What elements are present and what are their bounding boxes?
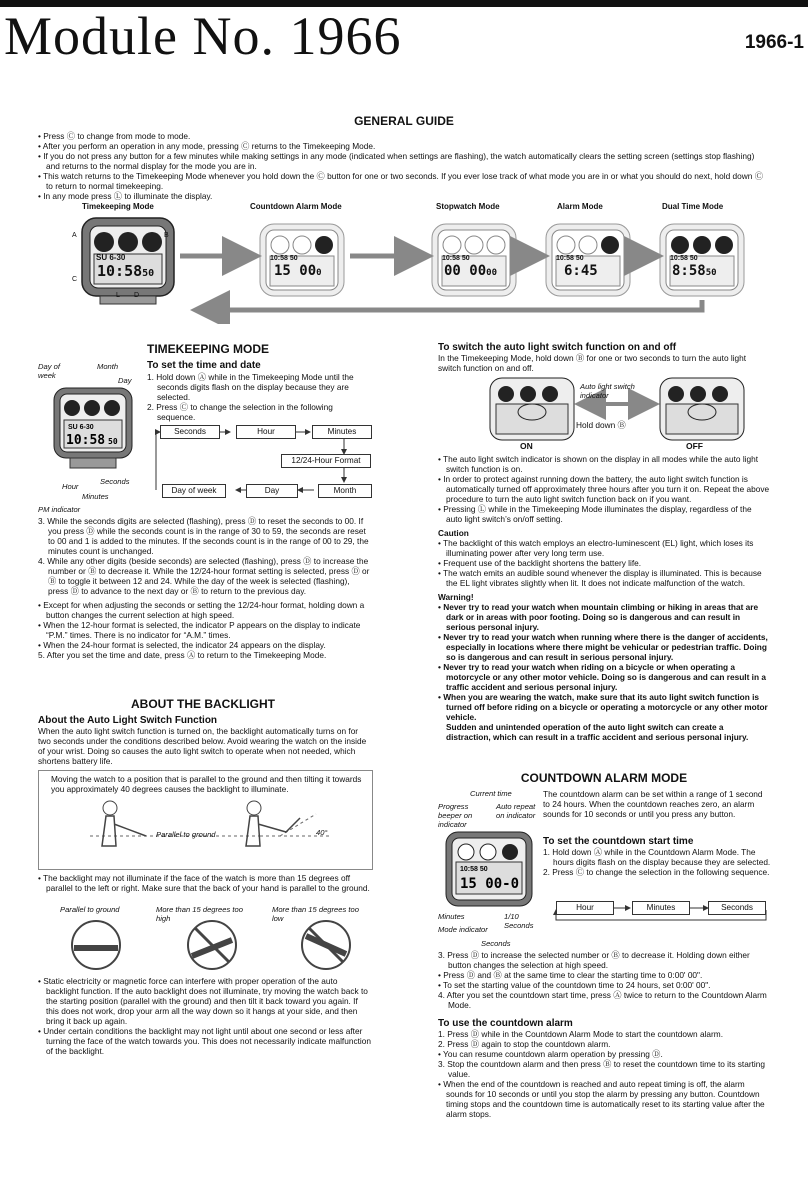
list-item: 5. After you set the time and date, press Ⓐ to return to the Timekeeping Mode. <box>38 650 327 660</box>
list-item: • Under certain conditions the backlight may not light until about one second or less after turning the face of the watch towards you. This does not necessarily indicate malfunction of the backlight. <box>38 1026 371 1056</box>
flow-minutes: Minutes <box>312 425 372 439</box>
label-mode-indicator: Mode indicator <box>438 925 488 934</box>
flow-month: Month <box>318 484 372 498</box>
dt-display-main: 8:5850 <box>672 263 717 279</box>
caption-too-low: More than 15 degrees too low <box>272 905 359 923</box>
list-item: 4. While any other digits (beside seconds) are selected (flashing), press Ⓓ to increase the number or Ⓑ to decrease it. While the 12/24-hour format setting is selected, press Ⓓ or Ⓑ to toggle it between 12 and 24. While the day of the week is selected (flashing), press Ⓓ to advance to the next day or Ⓑ to return to the previous day. <box>38 556 370 596</box>
timekeeping-heading: TIMEKEEPING MODE <box>147 342 270 356</box>
cd-display-top: 10:58 50 <box>270 255 298 262</box>
label-current-time: Current time <box>470 789 512 798</box>
list-item: 3. While the seconds digits are selected (flashing), press Ⓓ to reset the seconds to 00. If you press Ⓓ while the seconds count is in the range of 30 to 59, the seconds are reset to 00 and 1 is added to the minutes. If the seconds count is in the range of 00 to 29, the minutes count is unchanged. <box>38 516 369 556</box>
use-countdown-subheading: To use the countdown alarm <box>438 1018 573 1029</box>
list-item: • Pressing Ⓛ while in the Timekeeping Mode illuminates the display, regardless of the auto light switch’s on/off setting. <box>438 504 752 524</box>
use-countdown-steps <box>438 1029 770 1119</box>
auto-light-indicator-label: Auto light switch indicator <box>580 382 635 400</box>
backlight-box-text: Moving the watch to a position that is parallel to the ground and then tilting it towards you approximately 40 degrees causes the backlight to illuminate. <box>51 774 362 794</box>
auto-light-intro: In the Timekeeping Mode, hold down Ⓑ for one or two seconds to turn the auto light switch function on and off. <box>438 353 747 373</box>
label-tenth-seconds: 1/10 Seconds <box>504 912 534 930</box>
list-item: • When you are wearing the watch, make sure that its auto light switch function is turned off before riding on a bicycle or operating a motorcycle or any other motor vehicle. <box>438 692 768 722</box>
countdown-watch-diagram <box>440 828 540 912</box>
label-seconds: Seconds <box>100 477 130 486</box>
caption-too-high: More than 15 degrees too high <box>156 905 243 923</box>
set-countdown-steps <box>543 847 771 877</box>
list-item: • Static electricity or magnetic force can interfere with proper operation of the auto backlight function. If the auto backlight does not illuminate, try moving the watch back to the starting position (parallel with the ground) and then tilt it back toward you again. If this does not work, drop your arm all the way down so it hangs at your side, and then bring it back up again. <box>38 976 368 1026</box>
list-item: • After you perform an operation in any mode, pressing Ⓒ returns to the Timekeeping Mode. <box>38 141 376 151</box>
auto-light-notes <box>438 454 770 742</box>
list-item: 2. Press Ⓒ to change the selection in the following sequence. <box>543 867 770 877</box>
label-cd-minutes: Minutes <box>438 912 465 921</box>
general-guide-heading: GENERAL GUIDE <box>354 114 454 128</box>
timekeeping-watch-diagram <box>40 382 140 474</box>
list-item: • Frequent use of the backlight shortens the battery life. <box>438 558 642 568</box>
button-c-label: C <box>72 276 78 283</box>
auto-light-toggle-heading: To switch the auto light switch function on and off <box>438 342 677 353</box>
page-title: Module No. 1966 <box>4 6 402 66</box>
module-code: 1966-1 <box>744 32 804 53</box>
button-b-label: B <box>164 232 169 239</box>
list-item: • If you do not press any button for a few minutes while making settings in any mode (indicated when settings are flashing), the watch automatically clears the setting screen (settings stop flashing) and returns to the normal display for the mode you are in. <box>38 151 755 171</box>
list-item: • Never try to read your watch when mountain climbing or hiking in areas that are dark or in areas with poor footing. Doing so is dangerous and can result in serious personal injury. <box>438 602 759 632</box>
countdown-intro: The countdown alarm can be set within a range of 1 second to 24 hours. When the countdown reaches zero, an alarm sounds for 10 seconds or until you press any button. <box>543 789 763 819</box>
label-minutes: Minutes <box>82 492 109 501</box>
set-countdown-subheading: To set the countdown start time <box>543 836 694 847</box>
label-hour: Hour <box>62 482 79 491</box>
svg-text:10:58: 10:58 <box>66 433 106 448</box>
list-item: • The auto light switch indicator is shown on the display in all modes while the auto light switch function is on. <box>438 454 759 474</box>
warning-heading: Warning! <box>438 592 474 602</box>
on-label: ON <box>520 441 533 451</box>
hold-down-b-label: Hold down Ⓑ <box>576 420 626 430</box>
off-label: OFF <box>686 441 703 451</box>
list-item: • Never try to read your watch when running where there is the danger of accidents, especially in locations where there might be vehicular or pedestrian traffic. Doing so is dangerous and can result in serious personal injury. <box>438 632 768 662</box>
list-item: 4. After you set the countdown start time, press Ⓐ twice to return to the Countdown Alarm Mode. <box>438 990 767 1010</box>
mode-label-timekeeping: Timekeeping Mode <box>82 202 154 211</box>
flow-day-of-week: Day of week <box>162 484 226 498</box>
label-cd-seconds: Seconds <box>481 939 511 948</box>
list-item: • Never try to read your watch when riding on a bicycle or when operating a motorcycle or any other motor vehicle. Doing so is dangerous and can result in a traffic accident and serious personal injury. <box>438 662 766 692</box>
backlight-note-1 <box>38 873 371 893</box>
svg-text:SU 6-30: SU 6-30 <box>68 424 94 431</box>
list-item: • Except for when adjusting the seconds or setting the 12/24-hour format, holding down a button changes the current selection at high speed. <box>38 600 365 620</box>
list-item: • In any mode press Ⓛ to illuminate the display. <box>38 191 213 201</box>
button-l-label: L <box>116 292 120 299</box>
mode-label-alarm: Alarm Mode <box>557 202 603 211</box>
button-a-label: A <box>72 232 77 239</box>
label-day-of-week: Day of week <box>38 362 60 380</box>
list-item: • Press Ⓒ to change from mode to mode. <box>38 131 191 141</box>
tk-display-top: SU 6-30 <box>96 253 126 262</box>
list-item: • The backlight of this watch employs an electro-luminescent (EL) light, which loses its illuminating power after very long term use. <box>438 538 754 558</box>
label-month: Month <box>97 362 119 371</box>
label-day: Day <box>118 376 132 385</box>
list-item: • The backlight may not illuminate if the face of the watch is more than 15 degrees off parallel to the left or right. Make sure that the back of your hand is parallel to the ground. <box>38 873 370 893</box>
list-item: • You can resume countdown alarm operation by pressing Ⓓ. <box>438 1049 663 1059</box>
label-auto-repeat: Auto repeat on indicator <box>496 802 536 820</box>
svg-text:15 00-0: 15 00-0 <box>460 876 520 892</box>
list-item: 1. Press Ⓓ while in the Countdown Alarm Mode to start the countdown alarm. <box>438 1029 723 1039</box>
countdown-heading: COUNTDOWN ALARM MODE <box>520 771 688 785</box>
al-display-top: 10:58 50 <box>556 255 584 262</box>
list-item: 3. Press Ⓓ to increase the selected number or Ⓑ to decrease it. Holding down either button changes the selection at high speed. <box>438 950 750 970</box>
forty-degree-label: 40° <box>316 828 328 837</box>
cd-display-main: 15 000 <box>274 263 322 279</box>
svg-text:10:58 50: 10:58 50 <box>460 866 488 873</box>
flow-hour: Hour <box>236 425 296 439</box>
list-item: • When the 24-hour format is selected, the indicator 24 appears on the display. <box>38 640 326 650</box>
tk-display-main: 10:5850 <box>97 262 155 280</box>
general-guide-bullets <box>38 131 770 201</box>
list-item: • The watch emits an audible sound whenever the display is illuminated. This is because the EL light vibrates slightly when lit. It does not indicate malfunction of the watch. <box>438 568 762 588</box>
list-item: • When the 12-hour format is selected, the indicator P appears on the display to indicate “P.M.” times. There is no indicator for “A.M.” times. <box>38 620 361 640</box>
button-d-label: D <box>134 292 140 299</box>
sw-display-top: 10:58 50 <box>442 255 470 262</box>
caution-heading: Caution <box>438 528 469 538</box>
list-item: 1. Hold down Ⓐ while in the Timekeeping Mode until the seconds digits flash on the display because they are selected. <box>147 372 354 402</box>
set-time-steps-2 <box>38 516 370 660</box>
label-pm-indicator: PM indicator <box>38 505 81 514</box>
backlight-intro: When the auto light switch function is turned on, the backlight automatically turns on for two seconds under the conditions described below. Avoid wearing the watch on the inside of your wrist. Doing so causes the auto light switch to operate when not needed, which shortens battery life. <box>38 726 367 766</box>
flow-format: 12/24-Hour Format <box>281 454 371 468</box>
caption-parallel: Parallel to ground <box>60 905 120 914</box>
list-item: • In order to protect against running down the battery, the auto light switch function is automatically turned off approximately three hours after you turn it on. Repeat the above procedure to turn the auto light switch function back on if you want. <box>438 474 770 504</box>
list-item: • To set the starting value of the countdown time to 24 hours, set 0:00' 00". <box>438 980 711 990</box>
list-item: • This watch returns to the Timekeeping Mode whenever you hold down the Ⓒ button for one or two seconds. If you ever lose track of what mode you are in or what you should do next, hold down Ⓒ to return to normal timekeeping. <box>38 171 763 191</box>
mode-label-countdown: Countdown Alarm Mode <box>250 202 342 211</box>
svg-text:50: 50 <box>108 437 118 446</box>
cd-flow-minutes: Minutes <box>632 901 690 915</box>
list-item: Sudden and unintended operation of the auto light switch can create a distraction, which can result in a traffic accident and serious personal injury. <box>446 722 749 742</box>
backlight-notes-2 <box>38 976 371 1056</box>
set-time-steps <box>147 372 370 422</box>
list-item: 2. Press Ⓓ again to stop the countdown alarm. <box>438 1039 611 1049</box>
list-item: 2. Press Ⓒ to change the selection in the following sequence. <box>147 402 333 422</box>
auto-light-subheading: About the Auto Light Switch Function <box>38 715 218 726</box>
flow-seconds: Seconds <box>160 425 220 439</box>
list-item: • When the end of the countdown is reached and auto repeat timing is off, the alarm sounds for 10 seconds or until you stop the alarm by pressing any button. Countdown timing stops and the countdown time is automatically reset to its starting value after the alarm stops. <box>438 1079 765 1119</box>
al-display-main: 6:45 <box>564 263 598 279</box>
cd-flow-seconds: Seconds <box>708 901 766 915</box>
backlight-heading: ABOUT THE BACKLIGHT <box>131 697 275 711</box>
parallel-to-ground-label: Parallel to ground <box>156 830 216 839</box>
set-countdown-steps-2 <box>438 950 770 1010</box>
flow-day: Day <box>246 484 298 498</box>
sw-display-main: 00 0000 <box>444 263 497 279</box>
list-item: 1. Hold down Ⓐ while in the Countdown Alarm Mode. The hours digits flash on the display because they are selected. <box>543 847 771 867</box>
list-item: • Press Ⓓ and Ⓑ at the same time to clear the starting time to 0:00' 00". <box>438 970 703 980</box>
label-progress-beeper: Progress beeper on indicator <box>438 802 473 829</box>
set-time-subheading: To set the time and date <box>147 360 261 371</box>
mode-label-dualtime: Dual Time Mode <box>662 202 724 211</box>
dt-display-top: 10:58 50 <box>670 255 698 262</box>
wrist-angle-illustrations <box>60 918 360 972</box>
mode-label-stopwatch: Stopwatch Mode <box>436 202 500 211</box>
list-item: 3. Stop the countdown alarm and then press Ⓑ to reset the countdown time to its starting value. <box>438 1059 765 1079</box>
cd-flow-hour: Hour <box>556 901 614 915</box>
